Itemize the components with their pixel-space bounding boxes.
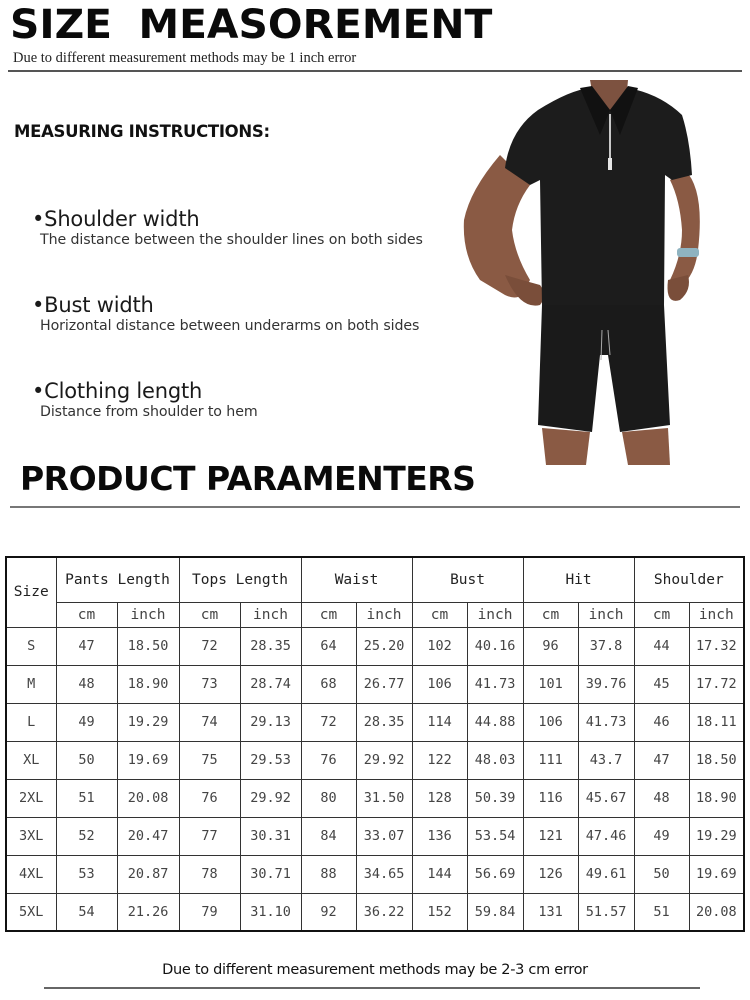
measurement-cell: 101 xyxy=(523,665,578,703)
measurement-cell: 76 xyxy=(179,779,240,817)
measurement-cell: 54 xyxy=(56,893,117,931)
measurement-cell: 26.77 xyxy=(356,665,412,703)
size-label-cell: 4XL xyxy=(6,855,56,893)
measurement-cell: 51 xyxy=(634,893,689,931)
measurement-cell: 20.87 xyxy=(117,855,179,893)
measurement-cell: 17.72 xyxy=(689,665,744,703)
measurement-cell: 29.53 xyxy=(240,741,301,779)
measurement-cell: 37.8 xyxy=(578,627,634,665)
instruction-label: •Shoulder width xyxy=(32,207,200,231)
measurement-cell: 76 xyxy=(301,741,356,779)
measurement-cell: 18.90 xyxy=(689,779,744,817)
measurement-cell: 21.26 xyxy=(117,893,179,931)
measurement-cell: 88 xyxy=(301,855,356,893)
measurement-cell: 25.20 xyxy=(356,627,412,665)
instruction-description: Horizontal distance between underarms on both sides xyxy=(40,318,420,334)
measurement-cell: 49.61 xyxy=(578,855,634,893)
measurement-cell: 20.08 xyxy=(117,779,179,817)
unit-header: cm xyxy=(634,602,689,627)
column-header-hit: Hit xyxy=(523,557,634,602)
size-label-cell: M xyxy=(6,665,56,703)
measurement-cell: 48.03 xyxy=(467,741,523,779)
measurement-cell: 18.50 xyxy=(689,741,744,779)
table-row xyxy=(6,741,744,779)
instruction-label: •Clothing length xyxy=(32,379,203,403)
measurement-cell: 114 xyxy=(412,703,467,741)
measurement-cell: 18.90 xyxy=(117,665,179,703)
table-header-row xyxy=(6,557,744,602)
measurement-cell: 79 xyxy=(179,893,240,931)
measurement-cell: 28.74 xyxy=(240,665,301,703)
measurement-error-note: Due to different measurement methods may be 1 inch error xyxy=(13,50,357,66)
measurement-cell: 74 xyxy=(179,703,240,741)
unit-header: cm xyxy=(412,602,467,627)
column-header-tops-length: Tops Length xyxy=(179,557,301,602)
divider xyxy=(44,987,700,989)
divider xyxy=(10,506,740,508)
measurement-cell: 47.46 xyxy=(578,817,634,855)
measurement-cell: 17.32 xyxy=(689,627,744,665)
size-label-cell: 3XL xyxy=(6,817,56,855)
measurement-cell: 56.69 xyxy=(467,855,523,893)
measurement-cell: 111 xyxy=(523,741,578,779)
unit-header: inch xyxy=(467,602,523,627)
table-row xyxy=(6,779,744,817)
table-row xyxy=(6,893,744,931)
measurement-cell: 45 xyxy=(634,665,689,703)
measurement-cell: 20.08 xyxy=(689,893,744,931)
measurement-cell: 41.73 xyxy=(467,665,523,703)
measurement-cell: 128 xyxy=(412,779,467,817)
measurement-cell: 80 xyxy=(301,779,356,817)
measurement-cell: 19.29 xyxy=(117,703,179,741)
measurement-cell: 19.29 xyxy=(689,817,744,855)
column-header-bust: Bust xyxy=(412,557,523,602)
size-label-cell: S xyxy=(6,627,56,665)
measurement-cell: 19.69 xyxy=(689,855,744,893)
table-row xyxy=(6,665,744,703)
measurement-cell: 92 xyxy=(301,893,356,931)
measurement-cell: 116 xyxy=(523,779,578,817)
size-label-cell: 2XL xyxy=(6,779,56,817)
measurement-cell: 64 xyxy=(301,627,356,665)
measurement-cell: 96 xyxy=(523,627,578,665)
measurement-cell: 36.22 xyxy=(356,893,412,931)
unit-header: inch xyxy=(689,602,744,627)
unit-header: inch xyxy=(240,602,301,627)
unit-header: cm xyxy=(179,602,240,627)
table-row xyxy=(6,817,744,855)
table-row xyxy=(6,627,744,665)
measurement-cell: 20.47 xyxy=(117,817,179,855)
measurement-cell: 28.35 xyxy=(240,627,301,665)
measurement-cell: 77 xyxy=(179,817,240,855)
measurement-cell: 34.65 xyxy=(356,855,412,893)
measurement-cell: 48 xyxy=(56,665,117,703)
unit-header: inch xyxy=(356,602,412,627)
measurement-cell: 102 xyxy=(412,627,467,665)
measurement-cell: 30.31 xyxy=(240,817,301,855)
size-label-cell: 5XL xyxy=(6,893,56,931)
instruction-shoulder-width xyxy=(32,207,423,248)
measurement-cell: 29.92 xyxy=(356,741,412,779)
table-row xyxy=(6,855,744,893)
column-header-size: Size xyxy=(6,557,56,627)
measurement-cell: 152 xyxy=(412,893,467,931)
measurement-cell: 39.76 xyxy=(578,665,634,703)
instruction-description: Distance from shoulder to hem xyxy=(40,404,258,420)
measurement-cell: 122 xyxy=(412,741,467,779)
unit-header: cm xyxy=(523,602,578,627)
measurement-cell: 75 xyxy=(179,741,240,779)
measurement-cell: 84 xyxy=(301,817,356,855)
measurement-cell: 53.54 xyxy=(467,817,523,855)
measurement-cell: 28.35 xyxy=(356,703,412,741)
measurement-cell: 52 xyxy=(56,817,117,855)
table-unit-row xyxy=(6,602,744,627)
measurement-cell: 49 xyxy=(634,817,689,855)
instruction-clothing-length xyxy=(32,379,258,420)
table-row xyxy=(6,703,744,741)
column-header-pants-length: Pants Length xyxy=(56,557,179,602)
size-label-cell: L xyxy=(6,703,56,741)
section-title-product-parameters: PRODUCT PARAMENTERS xyxy=(20,459,476,498)
measurement-cell: 50 xyxy=(634,855,689,893)
measurement-cell: 121 xyxy=(523,817,578,855)
instruction-description: The distance between the shoulder lines on both sides xyxy=(40,232,423,248)
product-photo xyxy=(460,80,750,465)
measurement-cell: 53 xyxy=(56,855,117,893)
measurement-cell: 46 xyxy=(634,703,689,741)
instructions-title: MEASURING INSTRUCTIONS: xyxy=(14,122,270,141)
measurement-cell: 19.69 xyxy=(117,741,179,779)
unit-header: cm xyxy=(56,602,117,627)
measurement-cell: 51 xyxy=(56,779,117,817)
measurement-cell: 40.16 xyxy=(467,627,523,665)
measurement-cell: 106 xyxy=(523,703,578,741)
measurement-cell: 68 xyxy=(301,665,356,703)
measurement-cell: 73 xyxy=(179,665,240,703)
unit-header: inch xyxy=(578,602,634,627)
measurement-cell: 49 xyxy=(56,703,117,741)
measurement-cell: 45.67 xyxy=(578,779,634,817)
measurement-cell: 33.07 xyxy=(356,817,412,855)
unit-header: inch xyxy=(117,602,179,627)
measurement-cell: 44 xyxy=(634,627,689,665)
instruction-label: •Bust width xyxy=(32,293,154,317)
measurement-cell: 78 xyxy=(179,855,240,893)
measurement-cell: 126 xyxy=(523,855,578,893)
column-header-waist: Waist xyxy=(301,557,412,602)
measurement-cell: 51.57 xyxy=(578,893,634,931)
measurement-cell: 44.88 xyxy=(467,703,523,741)
page-title: SIZE MEASOREMENT xyxy=(10,2,493,48)
measurement-cell: 43.7 xyxy=(578,741,634,779)
unit-header: cm xyxy=(301,602,356,627)
measurement-cell: 31.50 xyxy=(356,779,412,817)
measurement-cell: 50.39 xyxy=(467,779,523,817)
size-label-cell: XL xyxy=(6,741,56,779)
measurement-cell: 30.71 xyxy=(240,855,301,893)
measurement-cell: 41.73 xyxy=(578,703,634,741)
measurement-cell: 18.11 xyxy=(689,703,744,741)
measurement-cell: 106 xyxy=(412,665,467,703)
column-header-shoulder: Shoulder xyxy=(634,557,744,602)
measurement-cell: 47 xyxy=(56,627,117,665)
measurement-cell: 29.13 xyxy=(240,703,301,741)
measurement-cell: 131 xyxy=(523,893,578,931)
measurement-cell: 72 xyxy=(179,627,240,665)
measurement-cell: 144 xyxy=(412,855,467,893)
divider xyxy=(8,70,742,72)
measurement-cell: 18.50 xyxy=(117,627,179,665)
measurement-cell: 47 xyxy=(634,741,689,779)
instruction-bust-width xyxy=(32,293,419,334)
measurement-cell: 72 xyxy=(301,703,356,741)
size-chart-table xyxy=(5,556,745,932)
measurement-cell: 29.92 xyxy=(240,779,301,817)
footer-error-note: Due to different measurement methods may be 2-3 cm error xyxy=(162,962,588,978)
measurement-cell: 50 xyxy=(56,741,117,779)
measurement-cell: 136 xyxy=(412,817,467,855)
measurement-cell: 59.84 xyxy=(467,893,523,931)
measurement-cell: 48 xyxy=(634,779,689,817)
measurement-cell: 31.10 xyxy=(240,893,301,931)
